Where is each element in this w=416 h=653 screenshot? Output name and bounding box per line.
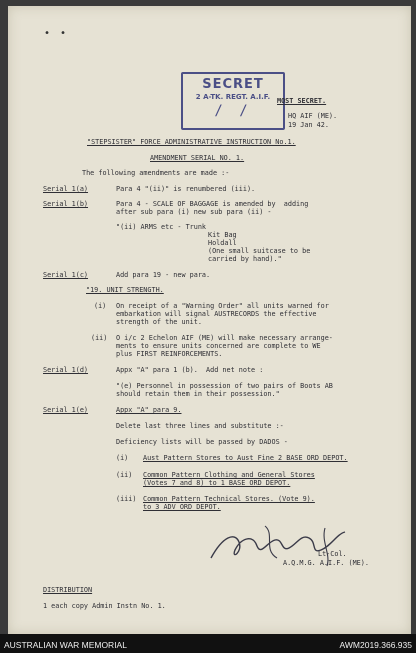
serial-1a-label: Serial 1(a): [43, 185, 89, 193]
footer-accession-number: AWM2019.366.935: [339, 640, 412, 650]
serial-1c-label: Serial 1(c): [43, 271, 89, 279]
serial-1b-line2: after sub para (i) new sub para (ii) -: [116, 208, 272, 216]
unit-strength-p1-num: (i): [94, 302, 107, 310]
classification: MOST SECRET.: [277, 97, 327, 105]
unit-strength-p2-line2: ments to ensure units concerned are complete to WE: [116, 342, 321, 350]
unit-strength-p2-line3: plus FIRST REINFORCEMENTS.: [116, 350, 223, 358]
serial-1b-item3: Holdall: [208, 239, 237, 247]
unit-strength-heading: "19. UNIT STRENGTH.: [86, 286, 164, 294]
stamp-title: SECRET: [202, 77, 264, 92]
unit-strength-p1-line1: On receipt of a "Warning Order" all units warned for: [116, 302, 329, 310]
serial-1b-item2: Kit Bag: [208, 231, 237, 239]
serial-1e-iii-line1: Common Pattern Technical Stores. (Vote 9).: [143, 495, 315, 503]
serial-1b-item4: (One small suitcase to be: [208, 247, 311, 255]
distribution-heading: DISTRIBUTION: [43, 586, 93, 594]
serial-1e-i-text: Aust Pattern Stores to Aust Fine 2 BASE ORD DEPOT.: [143, 454, 348, 462]
serial-1e-ii-line2: (Votes 7 and 8) to 1 BASE ORD DEPOT.: [143, 479, 291, 487]
punch-holes: • •: [44, 28, 69, 39]
unit-strength-p2-line1: O i/c 2 Echelon AIF (ME) will make necessary arrange-: [116, 334, 333, 342]
secret-stamp: [181, 72, 285, 130]
signature-title: A.Q.M.G. A.I.F. (ME).: [283, 559, 369, 567]
date: 19 Jan 42.: [288, 121, 329, 129]
archive-footer: [0, 634, 416, 653]
serial-1a-text: Para 4 "(ii)" is renumbered (iii).: [116, 185, 256, 193]
serial-1e-i-num: (i): [116, 454, 129, 462]
serial-1b-label: Serial 1(b): [43, 200, 89, 208]
serial-1c-text: Add para 19 - new para.: [116, 271, 211, 279]
signature-rank: Lt-Col.: [318, 550, 347, 558]
serial-1e-ii-num: (ii): [116, 471, 133, 479]
stamp-unit: 2 A-TK. REGT. A.I.F.: [195, 93, 271, 101]
serial-1e-line3: Deficiency lists will be passed by DADOS -: [116, 438, 288, 446]
footer-institution: AUSTRALIAN WAR MEMORIAL: [4, 640, 127, 650]
unit-strength-p1-line3: strength of the unit.: [116, 318, 202, 326]
serial-1b-item1: "(ii) ARMS etc - Trunk: [116, 223, 207, 231]
reference: HQ AIF (ME).: [288, 112, 338, 120]
unit-strength-p1-line2: embarkation will signal AUSTRECORDS the effective: [116, 310, 317, 318]
serial-1e-line1: Appx "A" para 9.: [116, 406, 182, 414]
distribution-text: 1 each copy Admin Instn No. 1.: [43, 602, 166, 610]
document-title: "STEPSISTER" FORCE ADMINISTRATIVE INSTRUCTION No.1.: [87, 138, 296, 146]
serial-1e-iii-line2: to 3 ADV ORD DEPOT.: [143, 503, 221, 511]
serial-1d-line1: Appx "A" para 1 (b). Add net note :: [116, 366, 264, 374]
serial-1e-iii-num: (iii): [116, 495, 137, 503]
unit-strength-p2-num: (ii): [91, 334, 108, 342]
serial-1e-line2: Delete last three lines and substitute :-: [116, 422, 284, 430]
serial-1d-label: Serial 1(d): [43, 366, 89, 374]
serial-1e-ii-line1: Common Pattern Clothing and General Stores: [143, 471, 315, 479]
stamp-marks: / /: [214, 103, 252, 119]
serial-1b-item5: carried by hand).": [208, 255, 282, 263]
serial-1d-line2: "(e) Personnel in possession of two pairs of Boots AB: [116, 382, 333, 390]
serial-1e-label: Serial 1(e): [43, 406, 89, 414]
serial-1d-line3: should retain them in their possession.": [116, 390, 280, 398]
intro-text: The following amendments are made :-: [82, 169, 230, 177]
document-subtitle: AMENDMENT SERIAL NO. 1.: [150, 154, 245, 162]
serial-1b-line1: Para 4 - SCALE OF BAGGAGE is amended by adding: [116, 200, 309, 208]
